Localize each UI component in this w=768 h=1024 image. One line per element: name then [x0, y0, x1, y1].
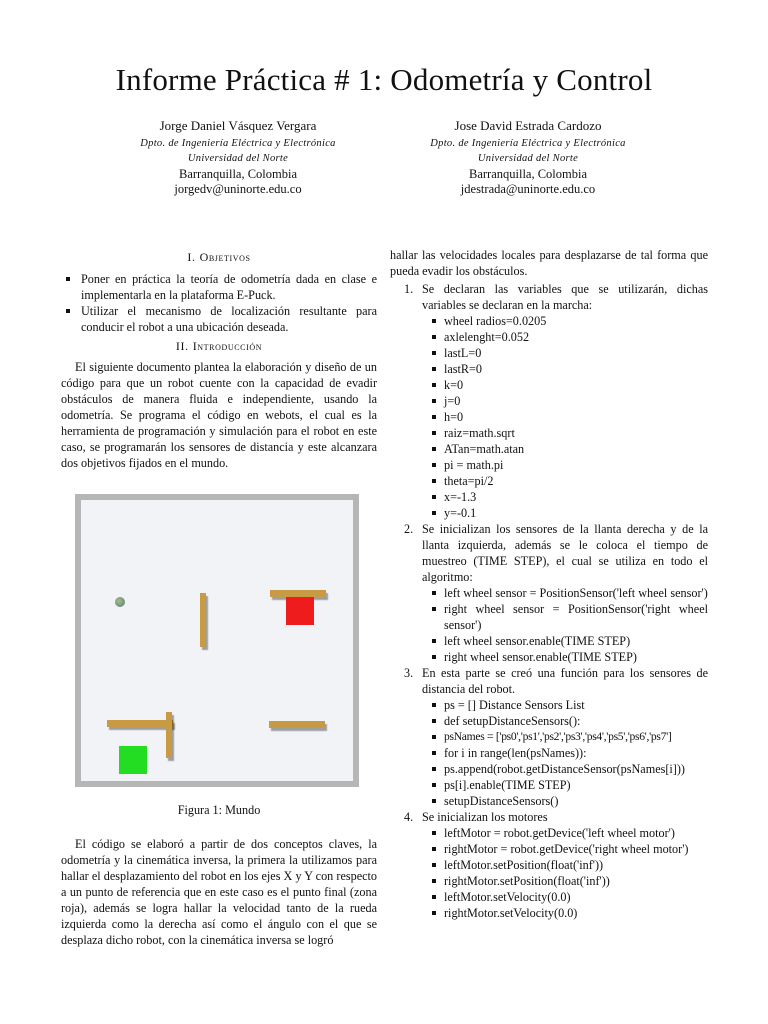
list-item: pi = math.pi — [422, 457, 708, 473]
step-sublist — [422, 585, 708, 665]
step-number: 1. — [404, 282, 414, 296]
list-item: Utilizar el mecanismo de localización resultante para conducir el robot a una ubicación deseada. — [61, 303, 377, 335]
figure-caption: Figura 1: Mundo — [177, 803, 261, 817]
list-item: axlelenght=0.052 — [422, 329, 708, 345]
step-item — [390, 521, 708, 665]
list-item: left wheel sensor.enable(TIME STEP) — [422, 633, 708, 649]
wall-obstacle — [270, 590, 326, 597]
author-block-1 — [88, 118, 388, 198]
step-number: 3. — [404, 666, 414, 680]
list-item: psNames = ['ps0','ps1','ps2','ps3','ps4','ps5','ps6','ps7'] — [422, 729, 708, 745]
list-item: right wheel sensor.enable(TIME STEP) — [422, 649, 708, 665]
list-item: left wheel sensor = PositionSensor('left wheel sensor') — [422, 585, 708, 601]
list-item: leftMotor.setVelocity(0.0) — [422, 889, 708, 905]
robot-icon — [115, 597, 125, 607]
step-item — [390, 665, 708, 809]
section-title: Objetivos — [199, 250, 251, 264]
section-number: II. — [175, 339, 189, 353]
step-item — [390, 281, 708, 521]
body-paragraph: El código se elaboró a partir de dos conceptos claves, la odometría y la cinemática inversa, la primera la utilizamos para hallar el desplazamiento del robot en los ejes X y Y con respecto a un punto de referencia que en este caso es el punto final (zona roja), además se logra hallar la velocidad tanto de la rueda izquierda como la derecha así como el ángulo con el que se desplaza dicho robot, con la cinemática inversa se logró — [61, 837, 377, 947]
objectives-list — [61, 271, 377, 335]
step-item — [390, 809, 708, 921]
steps-list — [390, 281, 708, 921]
step-text: Se inicializan los motores — [422, 810, 548, 824]
body-paragraph: hallar las velocidades locales para desplazarse de tal forma que pueda evadir los obstáculos. — [390, 248, 708, 278]
list-item: x=-1.3 — [422, 489, 708, 505]
author-department: Dpto. de Ingeniería Eléctrica y Electrónica — [140, 137, 336, 149]
list-item: ps[i].enable(TIME STEP) — [422, 777, 708, 793]
author-email: jorgedv@uninorte.edu.co — [174, 182, 302, 196]
list-item: lastL=0 — [422, 345, 708, 361]
section-number: I. — [187, 250, 196, 264]
step-text: Se inicializan los sensores de la llanta derecha y de la llanta izquierda, además se le coloca el tiempo de muestreo (TIME STEP), el cual se utiliza en todo el algoritmo: — [422, 522, 708, 584]
section-heading-objetivos — [61, 249, 377, 265]
list-item: h=0 — [422, 409, 708, 425]
author-name: Jorge Daniel Vásquez Vergara — [159, 118, 317, 133]
list-item: for i in range(len(psNames)): — [422, 745, 708, 761]
list-item: theta=pi/2 — [422, 473, 708, 489]
list-item: ATan=math.atan — [422, 441, 708, 457]
author-department: Dpto. de Ingeniería Eléctrica y Electrónica — [430, 137, 626, 149]
wall-obstacle — [269, 721, 325, 728]
list-item: wheel radios=0.0205 — [422, 313, 708, 329]
world-figure — [75, 494, 359, 787]
author-city: Barranquilla, Colombia — [468, 166, 588, 181]
list-item: setupDistanceSensors() — [422, 793, 708, 809]
list-item: leftMotor.setPosition(float('inf')) — [422, 857, 708, 873]
list-item: leftMotor = robot.getDevice('left wheel motor') — [422, 825, 708, 841]
start-zone — [119, 746, 147, 774]
author-email: jdestrada@uninorte.edu.co — [460, 182, 596, 196]
author-name: Jose David Estrada Cardozo — [454, 118, 602, 133]
author-university: Universidad del Norte — [187, 153, 289, 164]
section-heading-introduccion — [61, 338, 377, 354]
author-block-2 — [378, 118, 678, 198]
list-item: ps.append(robot.getDistanceSensor(psNames[i])) — [422, 761, 708, 777]
list-item: def setupDistanceSensors(): — [422, 713, 708, 729]
wall-obstacle — [200, 593, 206, 647]
step-sublist — [422, 825, 708, 921]
wall-obstacle — [107, 720, 173, 727]
list-item: k=0 — [422, 377, 708, 393]
arena-floor — [81, 500, 353, 781]
author-city: Barranquilla, Colombia — [178, 166, 298, 181]
section-title: Introducción — [192, 339, 263, 353]
list-item: y=-0.1 — [422, 505, 708, 521]
right-column — [390, 247, 708, 921]
list-item: right wheel sensor = PositionSensor('right wheel sensor') — [422, 601, 708, 633]
step-text: Se declaran las variables que se utilizarán, dichas variables se declaran en la marcha: — [422, 282, 708, 312]
intro-paragraph: El siguiente documento plantea la elaboración y diseño de un código para que un robot cuente con la capacidad de evadir obstáculos de manera fluida e independiente, usando la odometría. Se programa el código en webots, el cual es la herramienta de programación y simulación para el robot en este caso, se programarán los sensores de distancia y este alcanzara dos objetivos fijados en el mundo. — [61, 360, 377, 470]
list-item: Poner en práctica la teoría de odometría dada en clase e implementarla en la plataforma E-Puck. — [61, 271, 377, 303]
step-number: 4. — [404, 810, 414, 824]
step-sublist — [422, 313, 708, 521]
list-item: lastR=0 — [422, 361, 708, 377]
wall-obstacle — [166, 712, 172, 758]
list-item: ps = [] Distance Sensors List — [422, 697, 708, 713]
step-sublist — [422, 697, 708, 809]
goal-zone — [286, 597, 314, 625]
author-university: Universidad del Norte — [477, 153, 579, 164]
step-number: 2. — [404, 522, 414, 536]
list-item: rightMotor = robot.getDevice('right wheel motor') — [422, 841, 708, 857]
list-item: rightMotor.setVelocity(0.0) — [422, 905, 708, 921]
list-item: rightMotor.setPosition(float('inf')) — [422, 873, 708, 889]
step-text: En esta parte se creó una función para los sensores de distancia del robot. — [422, 666, 708, 696]
left-column — [61, 247, 377, 948]
list-item: j=0 — [422, 393, 708, 409]
list-item: raiz=math.sqrt — [422, 425, 708, 441]
paper-title: Informe Práctica # 1: Odometría y Control — [115, 62, 653, 97]
